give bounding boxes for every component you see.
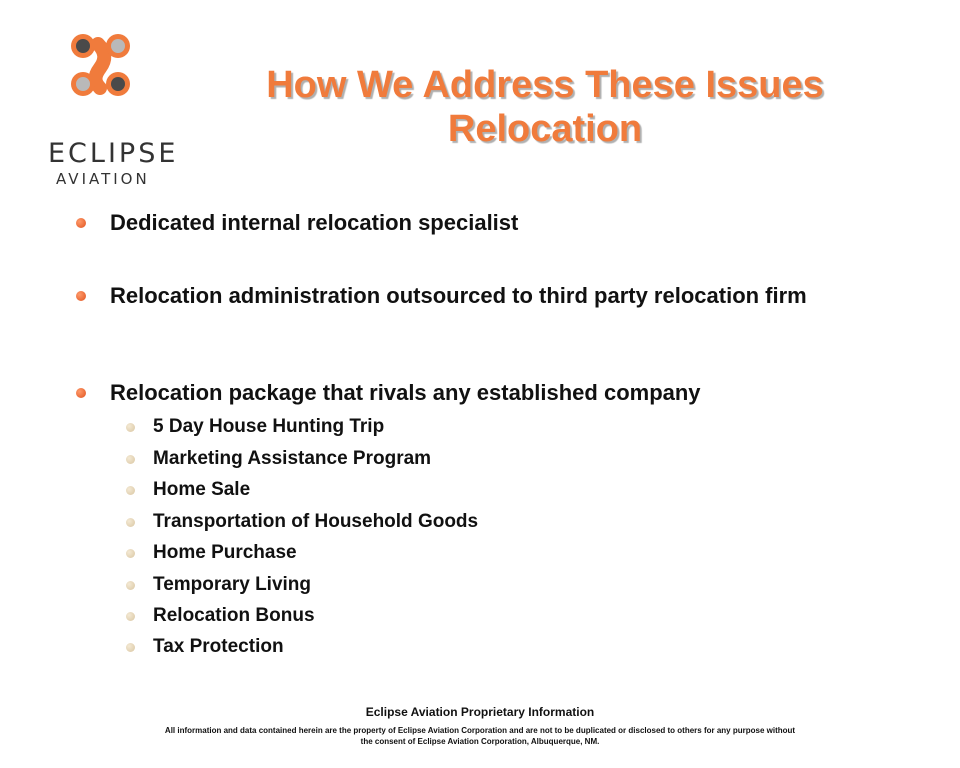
sub-bullet-icon <box>126 612 135 621</box>
sub-bullet-text: Transportation of Household Goods <box>153 511 479 532</box>
sub-bullet-text: Home Purchase <box>153 542 297 563</box>
logo-subtitle: AVIATION <box>56 170 150 188</box>
sub-bullet-text: Home Sale <box>153 479 251 500</box>
sub-bullet-icon <box>126 455 135 464</box>
sub-bullet-icon <box>126 423 135 432</box>
sub-bullet-item <box>153 478 250 502</box>
sub-bullet-item <box>153 604 315 628</box>
footer-disclaimer: All information and data contained herein are the property of Eclipse Aviation Corporation and are not to be duplicated or disclosed to others for any purpose without the consent of Eclipse Aviation Corporation, Albuquerque, NM. <box>164 726 796 746</box>
bullet-text: Relocation package that rivals any established company <box>110 380 701 405</box>
sub-bullet-text: Tax Protection <box>153 636 284 657</box>
sub-bullet-item <box>153 510 478 534</box>
sub-bullet-icon <box>126 549 135 558</box>
bullet-item <box>110 281 910 311</box>
bullet-text: Relocation administration outsourced to third party relocation firm <box>110 283 807 308</box>
sub-bullet-item <box>153 447 431 471</box>
bullet-icon <box>76 218 86 228</box>
bullet-icon <box>76 291 86 301</box>
sub-bullet-icon <box>126 643 135 652</box>
sub-bullet-item <box>153 635 284 659</box>
bullet-text: Dedicated internal relocation specialist <box>110 210 519 235</box>
eclipse-logo-icon <box>66 30 136 110</box>
sub-bullet-icon <box>126 486 135 495</box>
sub-bullet-item <box>153 541 297 565</box>
title-line-1: How We Address These Issues <box>266 64 824 106</box>
bullet-item <box>110 208 930 238</box>
slide-title <box>160 63 930 151</box>
sub-bullet-icon <box>126 581 135 590</box>
sub-bullet-text: Relocation Bonus <box>153 605 315 626</box>
sub-bullet-item <box>153 573 311 597</box>
sub-bullet-text: 5 Day House Hunting Trip <box>153 416 385 437</box>
sub-bullet-text: Marketing Assistance Program <box>153 448 432 469</box>
footer-title: Eclipse Aviation Proprietary Information <box>365 705 595 719</box>
logo-wordmark: ECLIPSE <box>48 138 179 169</box>
sub-bullet-text: Temporary Living <box>153 574 312 595</box>
title-line-2: Relocation <box>447 108 643 150</box>
bullet-icon <box>76 388 86 398</box>
sub-bullet-item <box>153 415 384 439</box>
eclipse-aviation-logo <box>38 30 179 190</box>
bullet-item <box>110 378 930 408</box>
sub-bullet-icon <box>126 518 135 527</box>
